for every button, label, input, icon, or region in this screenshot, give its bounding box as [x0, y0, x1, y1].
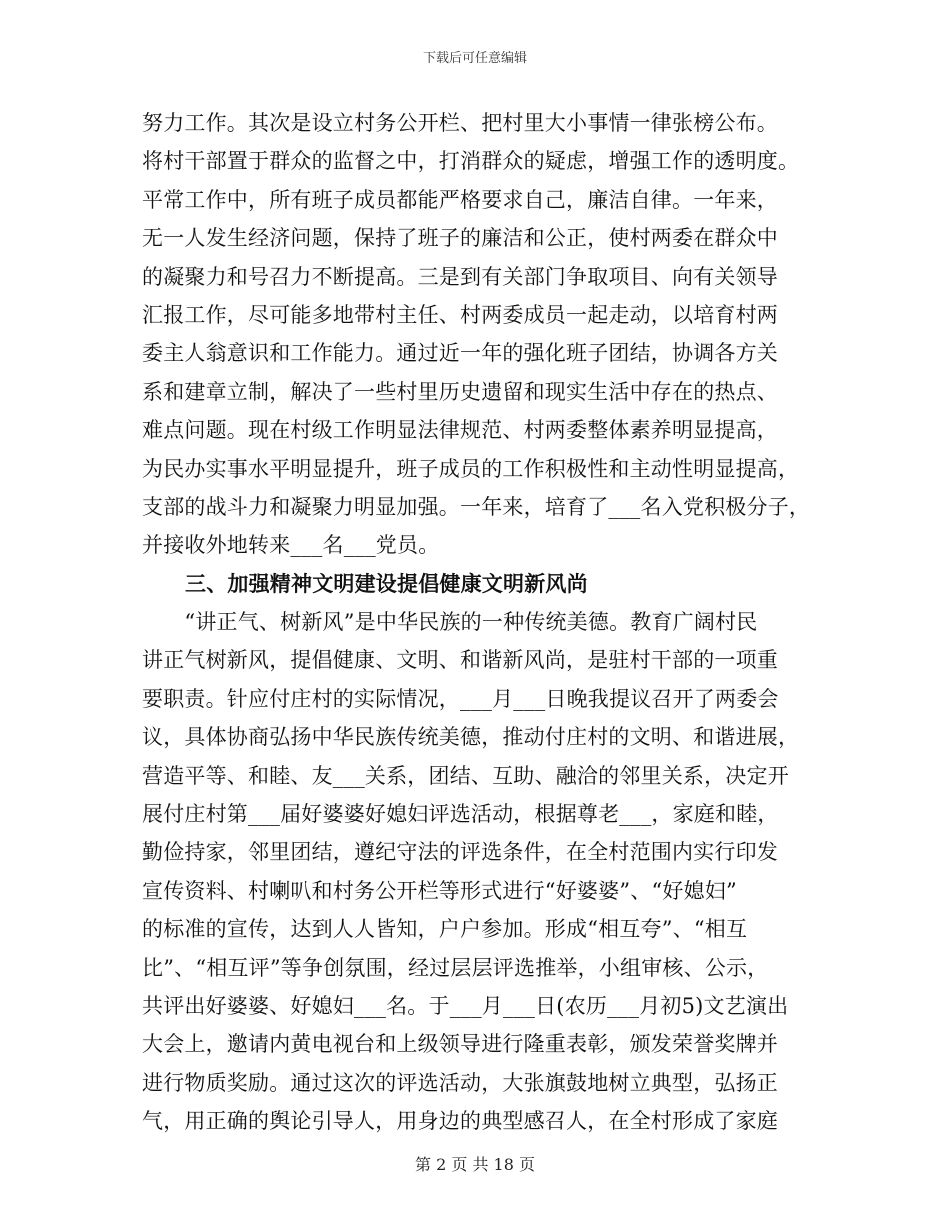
body-line: 勤俭持家，邻里团结，遵纪守法的评选条件，在全村范围内实行印发 — [142, 840, 778, 865]
body-line: 大会上，邀请内黄电视台和上级领导进行隆重表彰，颁发荣誉奖牌并 — [142, 1032, 778, 1057]
body-line: 汇报工作，尽可能多地带村主任、村两委成员一起走动，以培育村两 — [142, 302, 778, 327]
section-heading: 三、加强精神文明建设提倡健康文明新风尚 — [185, 570, 588, 596]
body-line: 营造平等、和睦、友___关系，团结、互助、融洽的邻里关系，决定开 — [142, 763, 789, 788]
body-line: 的标准的宣传，达到人人皆知，户户参加。形成“相互夸”、“相互 — [142, 917, 748, 942]
body-line: 要职责。针应付庄村的实际情况，___月___日晚我提议召开了两委会 — [142, 686, 779, 711]
document-body — [142, 104, 832, 1141]
body-line: 讲正气树新风，提倡健康、文明、和谐新风尚，是驻村干部的一项重 — [142, 648, 778, 673]
body-line: 的凝聚力和号召力不断提高。三是到有关部门争取项目、向有关领导 — [142, 264, 778, 289]
body-line: 无一人发生经济问题，保持了班子的廉洁和公正，使村两委在群众中 — [142, 226, 778, 251]
body-line: 将村干部置于群众的监督之中，打消群众的疑虑，增强工作的透明度。 — [142, 149, 800, 174]
body-line: 议，具体协商弘扬中华民族传统美德，推动付庄村的文明、和谐进展， — [142, 725, 800, 750]
body-line: 系和建章立制，解决了一些村里历史遗留和现实生活中存在的热点、 — [142, 379, 778, 404]
body-line: 难点问题。现在村级工作明显法律规范、村两委整体素养明显提高， — [142, 418, 778, 443]
body-line: 展付庄村第___届好婆婆好媳妇评选活动，根据尊老___，家庭和睦， — [142, 802, 779, 827]
body-line: 平常工作中，所有班子成员都能严格要求自己，廉洁自律。一年来， — [142, 187, 778, 212]
body-line: 为民办实事水平明显提升，班子成员的工作积极性和主动性明显提高， — [142, 456, 800, 481]
body-line: 共评出好婆婆、好媳妇___名。于___月___日(农历___月初5)文艺演出 — [142, 993, 789, 1018]
body-line: 支部的战斗力和凝聚力明显加强。一年来，培育了___名入党积极分子， — [142, 494, 811, 519]
page-number: 第 2 页 共 18 页 — [415, 1155, 535, 1174]
body-line: 努力工作。其次是设立村务公开栏、把村里大小事情一律张榜公布。 — [142, 111, 778, 135]
body-line: 气，用正确的舆论引导人，用身边的典型感召人，在全村形成了家庭 — [142, 1109, 778, 1134]
body-line: 进行物质奖励。通过这次的评选活动，大张旗鼓地树立典型，弘扬正 — [142, 1070, 778, 1095]
body-line: 比”、“相互评”等争创氛围，经过层层评选推举，小组审核、公示， — [142, 955, 769, 980]
page-header-note: 下载后可任意编辑 — [422, 51, 527, 66]
body-line: “讲正气、树新风”是中华民族的一种传统美德。教育广阔村民 — [142, 610, 758, 635]
body-line: 并接收外地转来___名___党员。 — [142, 533, 440, 558]
body-line: 委主人翁意识和工作能力。通过近一年的强化班子团结，协调各方关 — [142, 341, 778, 366]
body-line: 宣传资料、村喇叭和村务公开栏等形式进行“好婆婆”、“好媳妇” — [142, 878, 737, 903]
